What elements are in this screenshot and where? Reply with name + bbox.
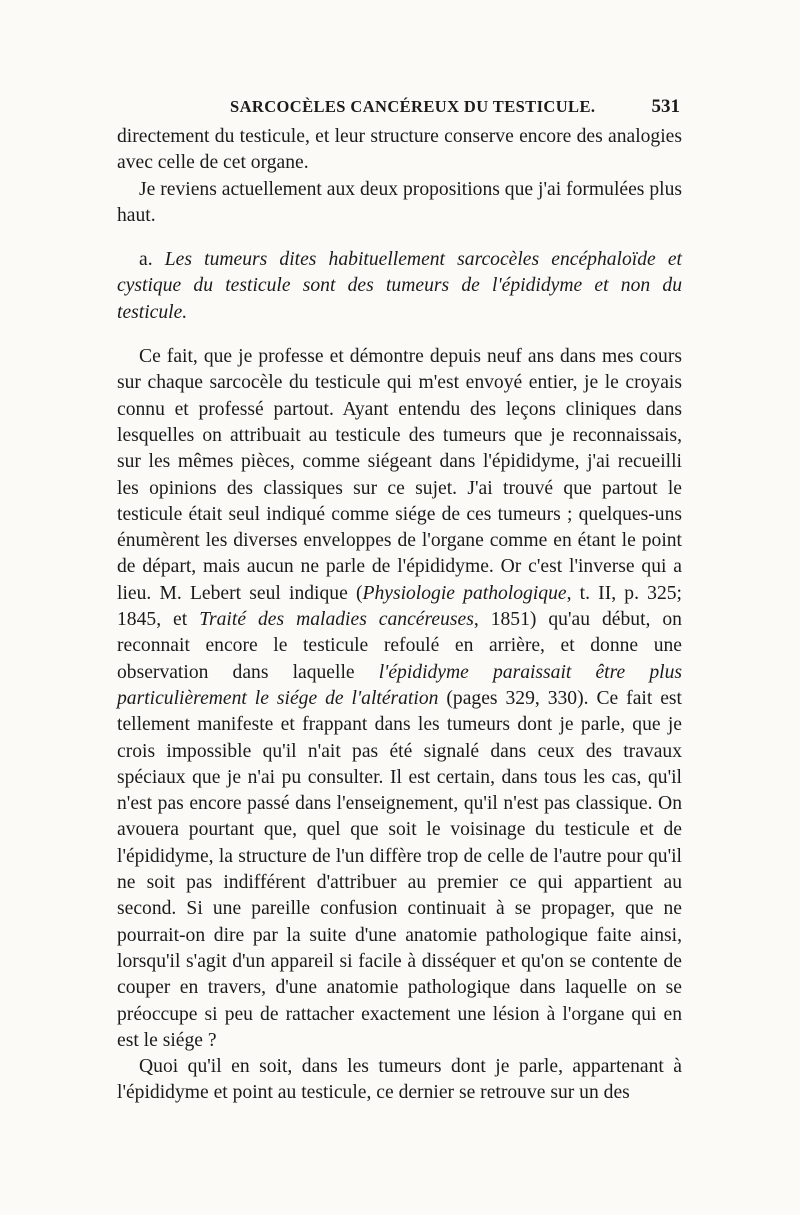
paragraph-main — [117, 344, 682, 1054]
main-text-2: , t. II, p. 325; 1845, et — [117, 582, 683, 631]
main-text-4: (pages 329, 330). Ce fait est tellement manifeste et frappant dans les tumeurs dont je parle, que je crois impossible qu'il n'ait pas été signalé dans ceux des travaux spéciaux que je n'ai pu consulter. Il est certain, dans tous les cas, qu'il n'est pas encore passé dans l'enseignement, qu'il n'est pas classique. On avouera pourtant que, quel que soit le voisinage du testicule et de l'épididyme, la structure de l'un diffère trop de celle de l'autre pour qu'il ne soit pas indifférent d'attribuer au premier ce qui appartient au second. Si une pareille confusion continuait à se propager, que ne pourrait-on dire par la suite d'une anatomie pathologique faite ainsi, lorsqu'il s'agit d'un appareil si facile à disséquer et qu'on se contente de couper en travers, d'une anatomie pathologique dans laquelle on se préoccupe si peu de rattacher exactement une lésion à l'organe qui en est le siége ? — [117, 687, 682, 1051]
quotation-epididyme: l'épididyme paraissait être plus particulièrement le siége de l'altération — [117, 661, 682, 709]
citation-physiologie: Physiologie pathologique — [362, 582, 567, 604]
main-text-3: , 1851) qu'au début, on reconnait encore le testicule refoulé en arrière, et donne une observation dans laquelle — [117, 609, 682, 683]
running-head — [117, 97, 682, 121]
proposition-text: Les tumeurs dites habituellement sarcocèles encéphaloïde et cystique du testicule sont des tumeurs de l'épididyme et non du testicule. — [117, 249, 682, 323]
proposition-label: a. — [139, 249, 153, 271]
paragraph-propositions: Je reviens actuellement aux deux propositions que j'ai formulées plus haut. — [117, 178, 682, 226]
proposition-a — [117, 247, 682, 326]
citation-traite: Traité des maladies cancéreuses — [199, 609, 474, 631]
main-text-1: Ce fait, que je professe et démontre depuis neuf ans dans mes cours sur chaque sarcocèle du testicule qui m'est envoyé entier, je le croyais connu et professé partout. Ayant entendu des leçons cliniques dans lesquelles on attribuait au testicule des tumeurs que je reconnaissais, sur les mêmes pièces, comme siégeant dans l'épididyme, j'ai recueilli les opinions des classiques sur ce sujet. J'ai trouvé que partout le testicule était seul indiqué comme siége de ces tumeurs ; quelques-uns énumèrent les diverses enveloppes de l'organe comme en étant le point de départ, mais aucun ne parle de l'épididyme. Or c'est l'inverse qui a lieu. M. Lebert seul indique ( — [117, 346, 682, 604]
page-number: 531 — [651, 96, 680, 117]
running-title: SARCOCÈLES CANCÉREUX DU TESTICULE. — [230, 97, 596, 116]
body-text — [117, 124, 682, 1107]
paragraph-continuation: directement du testicule, et leur structure conserve encore des analogies avec celle de cet organe. — [117, 126, 682, 174]
paragraph-final: Quoi qu'il en soit, dans les tumeurs dont je parle, appartenant à l'épididyme et point au testicule, ce dernier se retrouve sur un des — [117, 1056, 682, 1104]
